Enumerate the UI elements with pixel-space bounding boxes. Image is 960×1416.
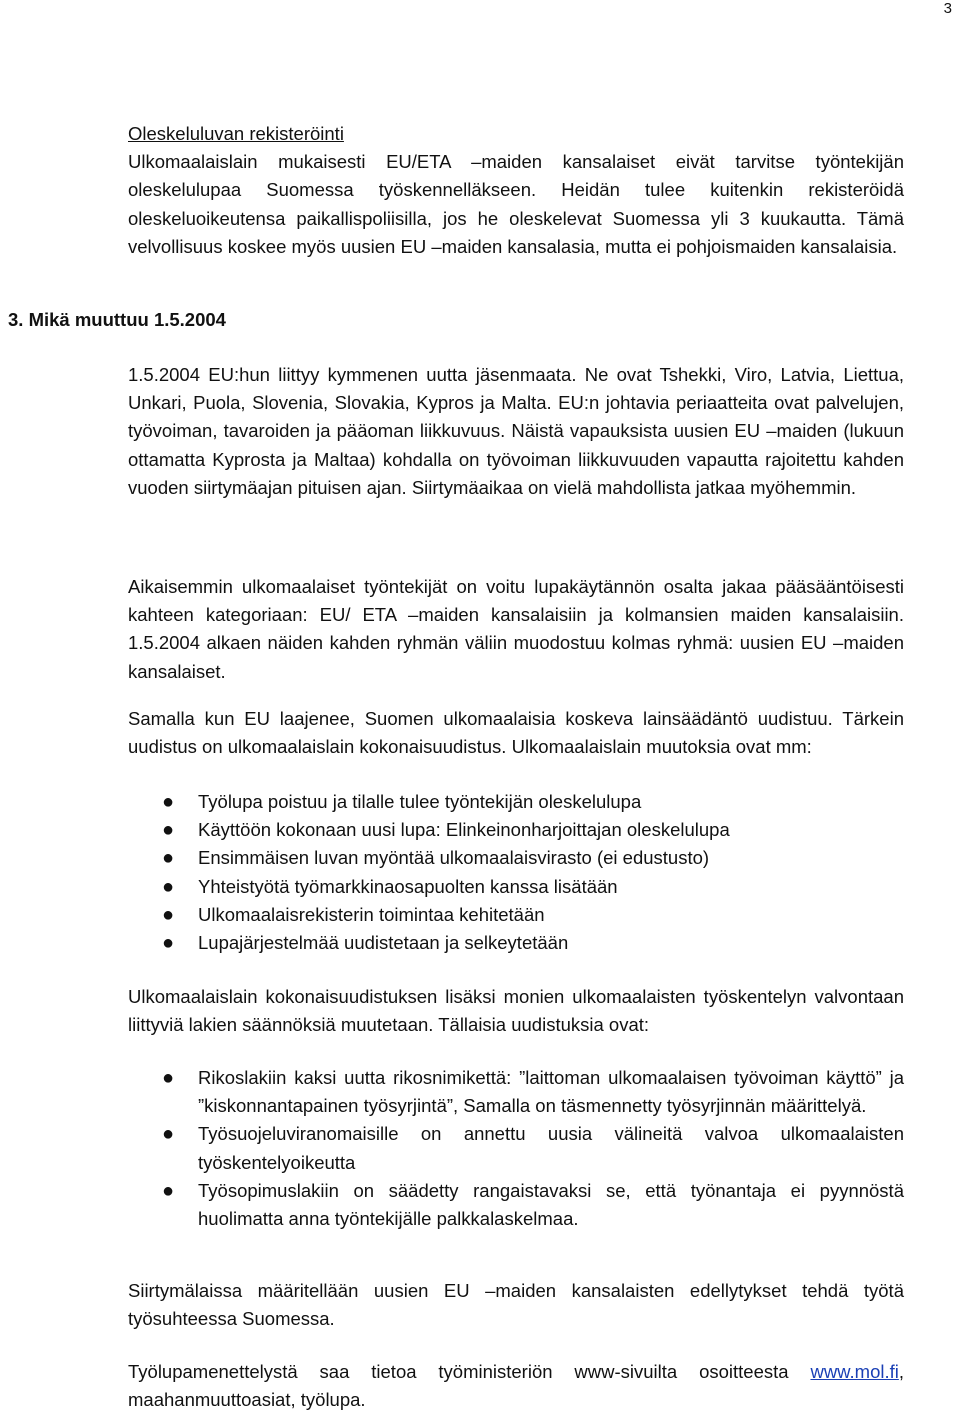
bullet-icon: ● — [162, 932, 175, 955]
paragraph-transition-law: Siirtymälaissa määritellään uusien EU –maiden kansalaisten edellytykset tehdä työtä työsuhteessa Suomessa. — [128, 1280, 904, 1330]
list-item: ● Käyttöön kokonaan uusi lupa: Elinkeinonharjoittajan oleskelulupa — [128, 816, 904, 844]
bullet-icon: ● — [162, 819, 175, 842]
list-item: ● Työsuojeluviranomaisille on annettu uusia välineitä valvoa ulkomaalaisten työskentelyoikeutta — [128, 1120, 904, 1176]
bullet-icon: ● — [162, 1123, 175, 1146]
bullet-icon: ● — [162, 1067, 175, 1089]
bullet-icon: ● — [162, 903, 175, 926]
list-item: ● Yhteistyötä työmarkkinaosapuolten kanssa lisätään — [128, 873, 904, 901]
bullet-icon: ● — [162, 1179, 175, 1202]
list-item: ● Ensimmäisen luvan myöntää ulkomaalaisvirasto (ei edustusto) — [128, 844, 904, 872]
paragraph-other-changes: Ulkomaalaislain kokonaisuudistuksen lisäksi monien ulkomaalaisten työskentelyn valvontaan liittyviä lakien säännöksiä muutetaan. Tällaisia uudistuksia ovat: — [128, 986, 904, 1036]
paragraph-law-reform: Samalla kun EU laajenee, Suomen ulkomaalaisia koskeva lainsäädäntö uudistuu. Tärkein uudistus on ulkomaalaislain kokonaisuudistus. Ulkomaalaislain muutoksia ovat mm: — [128, 708, 904, 758]
list-item: ● Työsopimuslakiin on säädetty rangaistavaksi se, että työnantaja ei pyynnöstä huolimatta anna työntekijälle palkkalaskelmaa. — [128, 1177, 904, 1233]
list-item: ● Rikoslakiin kaksi uutta rikosnimikettä: ”laittoman ulkomaalaisen työvoiman käyttö” ja ”kiskonnantapainen työsyrjintä”, Samalla on täsmennetty työsyrjinnän määrittelyä. — [128, 1064, 904, 1120]
list-item: ● Ulkomaalaisrekisterin toimintaa kehitetään — [128, 901, 904, 929]
section-heading: 3. Mikä muuttuu 1.5.2004 — [8, 309, 226, 330]
bullet-icon: ● — [162, 791, 175, 813]
residence-registration-text: Ulkomaalaislain mukaisesti EU/ETA –maiden kansalaiset eivät tarvitse työntekijän oleskelulupaa Suomessa työskennelläkseen. Heidän tulee kuitenkin rekisteröidä oleskeluoikeutensa paikallispoliisilla, jos he oleskelevat Suomessa yli 3 kuukautta. Tämä velvollisuus koskee myös uusien EU –maiden kansalasia, mutta ei pohjoismaiden kansalaisia. — [128, 151, 904, 257]
list-item: ● Lupajärjestelmää uudistetaan ja selkeytetään — [128, 929, 904, 957]
bullet-icon: ● — [162, 847, 175, 870]
paragraph-categories: Aikaisemmin ulkomaalaiset työntekijät on voitu lupakäytännön osalta jakaa pääsääntöisesti kahteen kategoriaan: EU/ ETA –maiden kansalaisiin ja kolmansien maiden kansalaisiin. 1.5.2004 alkaen näiden kahden ryhmän väliin muodostuu kolmas ryhmä: uusien EU –maiden kansalaiset. — [128, 576, 904, 682]
paragraph-new-members: 1.5.2004 EU:hun liittyy kymmenen uutta jäsenmaata. Ne ovat Tshekki, Viro, Latvia, Liettua, Unkari, Puola, Slovenia, Slovakia, Kypros ja Malta. EU:n johtavia periaatteita ovat palvelujen, työvoiman, tavaroiden ja pääoman liikkuvuus. Näistä vapauksista uusien EU –maiden (lukuun ottamatta Kyprosta ja Maltaa) kohdalla on työvoiman liikkuvuuden vapautta rajoitettu kahden vuoden siirtymäajan pituisen ajan. Siirtymäaikaa on vielä mahdollista jatkaa myöhemmin. — [128, 364, 904, 498]
paragraph-work-permit-info: Työlupamenettelystä saa tietoa työministeriön www-sivuilta osoitteesta www.mol.fi, maahanmuuttoasiat, työlupa. — [128, 1361, 904, 1411]
bullet-icon: ● — [162, 875, 175, 898]
list-item: ● Työlupa poistuu ja tilalle tulee työntekijän oleskelulupa — [128, 788, 904, 816]
mol-website-link[interactable]: www.mol.fi — [810, 1361, 899, 1382]
residence-registration-block — [128, 120, 904, 261]
law-changes-list — [128, 788, 904, 957]
page-number: 3 — [943, 0, 952, 17]
other-changes-list — [128, 1064, 904, 1233]
residence-registration-heading: Oleskeluluvan rekisteröinti — [128, 123, 344, 144]
